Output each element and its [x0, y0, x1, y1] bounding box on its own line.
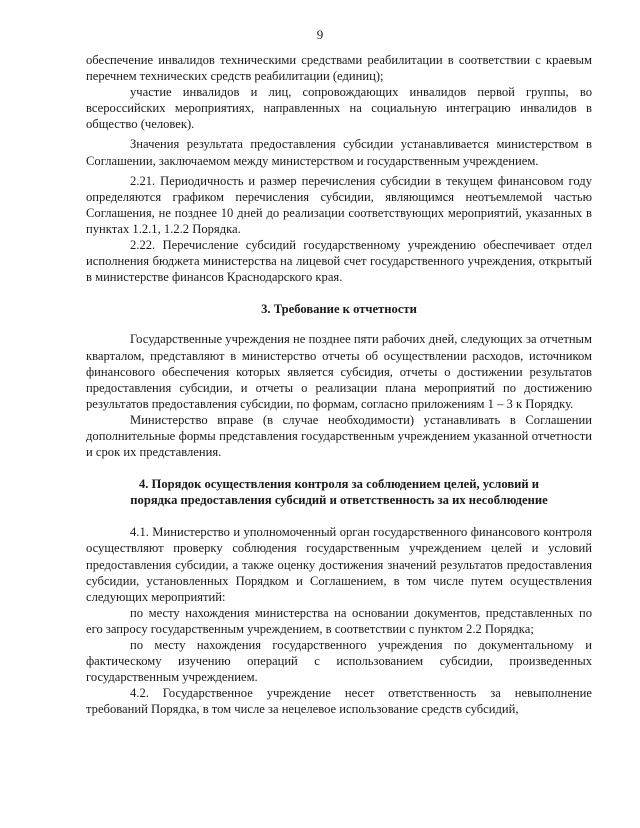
paragraph: участие инвалидов и лиц, сопровождающих инвалидов первой группы, во всероссийских мероприятиях, направленных на социальную интеграцию инвалидов в общество (человек).	[86, 85, 592, 132]
paragraph-4-2: 4.2. Государственное учреждение несет ответственность за невыполнение требований Порядка, в том числе за нецелевое использование средств субсидий,	[86, 686, 592, 717]
paragraph-2-22: 2.22. Перечисление субсидий государственному учреждению обеспечивает отдел исполнения бюджета министерства на лицевой счет государственного учреждения, открытый в министерстве финансов Краснодарского края.	[86, 238, 592, 285]
paragraph: Значения результата предоставления субсидии устанавливается министерством в Соглашении, заключаемом между министерством и государственным учреждением.	[86, 137, 592, 168]
paragraph: Министерство вправе (в случае необходимости) устанавливать в Соглашении дополнительные формы представления государственным учреждением указанной отчетности и срок их представления.	[86, 412, 592, 460]
section-heading-4: 4. Порядок осуществления контроля за соблюдением целей, условий и порядка предоставления субсидий и ответственность за их несоблюдение	[130, 477, 548, 508]
paragraph-2-21: 2.21. Периодичность и размер перечисления субсидии в текущем финансовом году определяются графиком перечисления субсидии, являющимся неотъемлемой частью Соглашения, не позднее 10 дней до реализации соответствующих мероприятий, указанных в пунктах 1.2.1, 1.2.2 Порядка.	[86, 173, 592, 236]
paragraph: обеспечение инвалидов техническими средствами реабилитации в соответствии с краевым перечнем технических средств реабилитации (единиц);	[86, 53, 592, 84]
section-heading-3: 3. Требование к отчетности	[261, 302, 417, 317]
paragraph-4-1: 4.1. Министерство и уполномоченный орган государственного финансового контроля осуществляют проверку соблюдения государственным учреждением целей и условий предоставления субсидии, а также оценку достижения значений результатов предоставления субсидии, установленных Порядком и Соглашением, в том числе путем осуществления следующих мероприятий:	[86, 525, 592, 604]
paragraph: Государственные учреждения не позднее пяти рабочих дней, следующих за отчетным кварталом, представляют в министерство отчеты об осуществлении расходов, источником финансового обеспечения которых является субсидия, отчеты о достижении результатов предоставления субсидии, и отчеты о реализации плана мероприятий по достижению результатов предоставления субсидии, по формам, согласно приложениям 1 – 3 к Порядку.	[86, 332, 592, 411]
paragraph: по месту нахождения министерства на основании документов, представленных по его запросу государственным учреждением, в соответствии с пунктом 2.2 Порядка;	[86, 605, 592, 636]
paragraph: по месту нахождения государственного учреждения по документальному и фактическому изучению операций с использованием субсидии, произведенных государственным учреждением.	[86, 638, 592, 685]
document-body	[86, 52, 592, 717]
page-number: 9	[316, 27, 324, 42]
